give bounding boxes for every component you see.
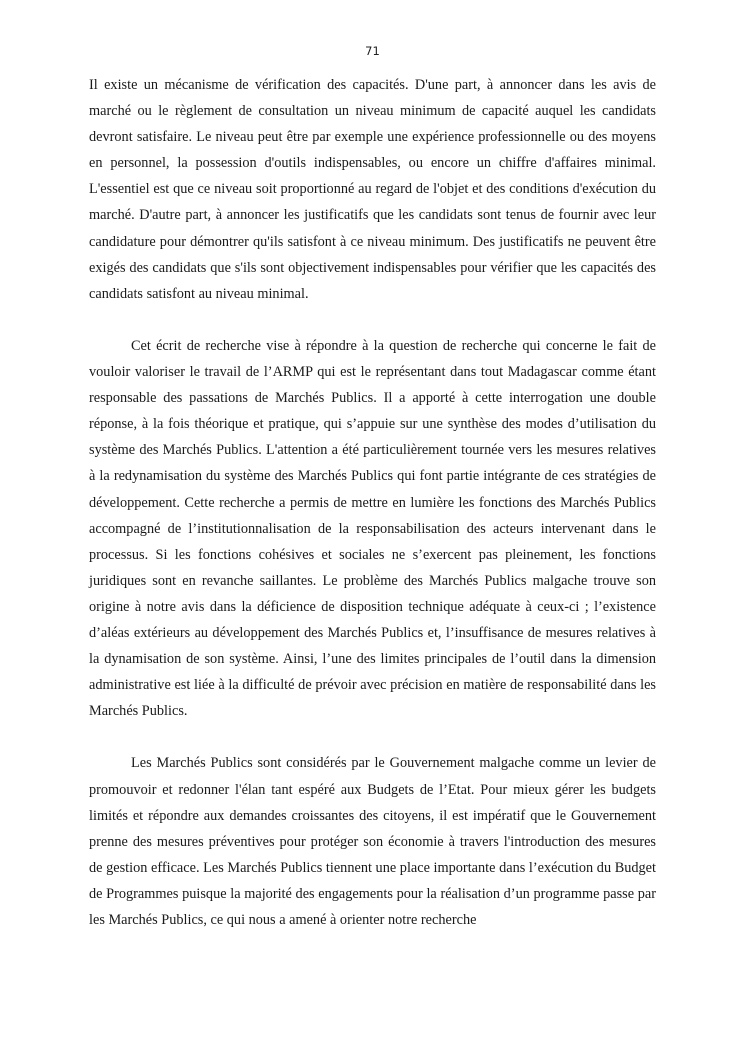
paragraph-capacity-verification: Il existe un mécanisme de vérification des capacités. D'une part, à annoncer dans les avis de marché ou le règlement de consultation un niveau minimum de capacité auquel les candidats devront satisfaire. Le niveau peut être par exemple une expérience professionnelle ou des moyens en personnel, la possession d'outils indispensables, ou encore un chiffre d'affaires minimal. L'essentiel est que ce niveau soit proportionné au regard de l'objet et des conditions d'exécution du marché. D'autre part, à annoncer les justificatifs que les candidats sont tenus de fournir avec leur candidature pour démontrer qu'ils satisfont à ce niveau minimum. Des justificatifs ne peuvent être exigés des candidats que s'ils sont objectivement indispensables pour vérifier que les capacités des candidats satisfont au niveau minimal.: [89, 77, 656, 302]
body-text: [89, 72, 656, 933]
paragraph-government-lever: Les Marchés Publics sont considérés par le Gouvernement malgache comme un levier de promouvoir et redonner l'élan tant espéré aux Budgets de l’Etat. Pour mieux gérer les budgets limités et répondre aux demandes croissantes des citoyens, il est impératif que le Gouvernement prenne des mesures préventives pour protéger son économie à travers l'introduction des mesures de gestion efficace. Les Marchés Publics tiennent une place importante dans l’exécution du Budget de Programmes puisque la majorité des engagements pour la réalisation d’un programme passe par les Marchés Publics, ce qui nous a amené à orienter notre recherche: [89, 755, 656, 928]
paragraph-research-objective: Cet écrit de recherche vise à répondre à la question de recherche qui concerne le fait de vouloir valoriser le travail de l’ARMP qui est le représentant dans tout Madagascar comme étant responsable des passations de Marchés Publics. Il a apporté à cette interrogation une double réponse, à la fois théorique et pratique, qui s’appuie sur une synthèse des modes d’utilisation du système des Marchés Publics. L'attention a été particulièrement tournée vers les mesures relatives à la redynamisation du système des Marchés Publics qui font partie intégrante de ces stratégies de développement. Cette recherche a permis de mettre en lumière les fonctions des Marchés Publics accompagné de l’institutionnalisation de la responsabilisation des acteurs intervenant dans le processus. Si les fonctions cohésives et sociales ne s’exercent pas pleinement, les fonctions juridiques sont en revanche saillantes. Le problème des Marchés Publics malgache trouve son origine à notre avis dans la déficience de disposition technique adéquate à ceux-ci ; l’existence d’aléas extérieurs au développement des Marchés Publics et, l’insuffisance de mesures relatives à la dynamisation de son système. Ainsi, l’une des limites principales de l’outil dans la dimension administrative est liée à la difficulté de prévoir avec précision en matière de responsabilité dans les Marchés Publics.: [89, 337, 656, 720]
page-number: 71: [365, 44, 380, 58]
